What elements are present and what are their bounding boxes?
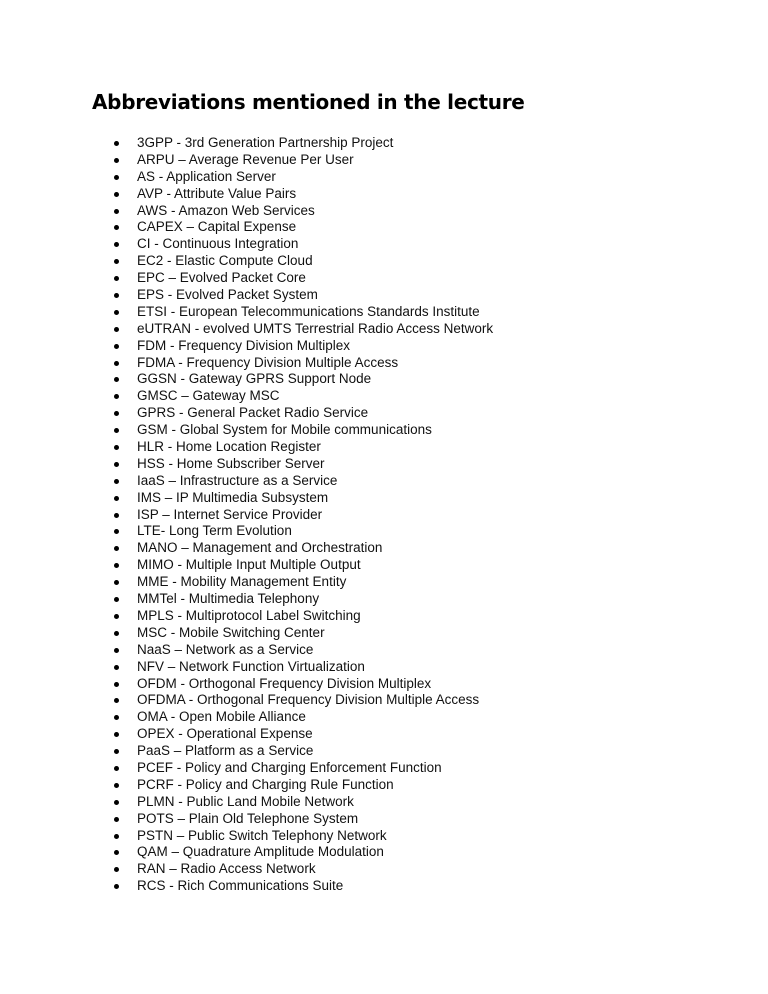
list-item bbox=[0, 304, 768, 321]
list-item bbox=[0, 591, 768, 608]
bullet-icon bbox=[114, 834, 119, 839]
bullet-icon bbox=[114, 192, 119, 197]
bullet-icon bbox=[114, 715, 119, 720]
list-item bbox=[0, 405, 768, 422]
abbreviation-text: EC2 - Elastic Compute Cloud bbox=[137, 253, 313, 269]
bullet-icon bbox=[114, 614, 119, 619]
abbreviation-text: OFDMA - Orthogonal Frequency Division Multiple Access bbox=[137, 692, 480, 708]
list-item bbox=[0, 726, 768, 743]
list-item bbox=[0, 253, 768, 270]
list-item bbox=[0, 422, 768, 439]
list-item bbox=[0, 287, 768, 304]
list-item bbox=[0, 473, 768, 490]
list-item bbox=[0, 811, 768, 828]
abbreviation-text: OFDM - Orthogonal Frequency Division Multiplex bbox=[137, 675, 432, 691]
list-item bbox=[0, 456, 768, 473]
list-item bbox=[0, 507, 768, 524]
abbreviation-text: MSC - Mobile Switching Center bbox=[137, 624, 325, 640]
abbreviation-list bbox=[0, 135, 768, 895]
abbreviation-text: FDM - Frequency Division Multiplex bbox=[137, 337, 351, 353]
list-item bbox=[0, 743, 768, 760]
abbreviation-text: 3GPP - 3rd Generation Partnership Project bbox=[137, 135, 394, 150]
abbreviation-text: HSS - Home Subscriber Server bbox=[137, 455, 325, 471]
abbreviation-text: MMTel - Multimedia Telephony bbox=[137, 591, 320, 607]
bullet-icon bbox=[114, 665, 119, 670]
bullet-icon bbox=[114, 800, 119, 805]
bullet-icon bbox=[114, 479, 119, 484]
bullet-icon bbox=[114, 293, 119, 298]
bullet-icon bbox=[114, 327, 119, 332]
list-item bbox=[0, 355, 768, 372]
list-item bbox=[0, 777, 768, 794]
bullet-icon bbox=[114, 394, 119, 399]
abbreviation-text: GMSC – Gateway MSC bbox=[137, 388, 280, 404]
bullet-icon bbox=[114, 242, 119, 247]
bullet-icon bbox=[114, 817, 119, 822]
abbreviation-text: RAN – Radio Access Network bbox=[137, 861, 316, 877]
abbreviation-text: GGSN - Gateway GPRS Support Node bbox=[137, 371, 372, 387]
list-item bbox=[0, 203, 768, 220]
bullet-icon bbox=[114, 445, 119, 450]
list-item bbox=[0, 861, 768, 878]
abbreviation-text: POTS – Plain Old Telephone System bbox=[137, 810, 359, 826]
abbreviation-text: NFV – Network Function Virtualization bbox=[137, 658, 365, 674]
abbreviation-text: IaaS – Infrastructure as a Service bbox=[137, 472, 338, 488]
list-item bbox=[0, 608, 768, 625]
bullet-icon bbox=[114, 259, 119, 264]
bullet-icon bbox=[114, 884, 119, 889]
bullet-icon bbox=[114, 766, 119, 771]
abbreviation-text: PSTN – Public Switch Telephony Network bbox=[137, 827, 387, 843]
list-item bbox=[0, 321, 768, 338]
list-item bbox=[0, 574, 768, 591]
list-item bbox=[0, 676, 768, 693]
abbreviation-text: FDMA - Frequency Division Multiple Access bbox=[137, 354, 399, 370]
bullet-icon bbox=[114, 344, 119, 349]
list-item bbox=[0, 642, 768, 659]
bullet-icon bbox=[114, 546, 119, 551]
bullet-icon bbox=[114, 529, 119, 534]
abbreviation-text: OPEX - Operational Expense bbox=[137, 726, 313, 742]
page-title: Abbreviations mentioned in the lecture bbox=[92, 90, 525, 114]
list-item bbox=[0, 439, 768, 456]
bullet-icon bbox=[114, 563, 119, 568]
abbreviation-text: HLR - Home Location Register bbox=[137, 439, 321, 455]
abbreviation-text: ARPU – Average Revenue Per User bbox=[137, 151, 354, 167]
abbreviation-text: CI - Continuous Integration bbox=[137, 236, 299, 252]
bullet-icon bbox=[114, 377, 119, 382]
list-item bbox=[0, 794, 768, 811]
bullet-icon bbox=[114, 141, 119, 146]
bullet-icon bbox=[114, 648, 119, 653]
abbreviation-text: PaaS – Platform as a Service bbox=[137, 743, 314, 759]
list-item bbox=[0, 709, 768, 726]
list-item bbox=[0, 169, 768, 186]
bullet-icon bbox=[114, 175, 119, 180]
abbreviation-text: EPS - Evolved Packet System bbox=[137, 287, 318, 303]
bullet-icon bbox=[114, 411, 119, 416]
abbreviation-text: LTE- Long Term Evolution bbox=[137, 523, 292, 539]
list-item bbox=[0, 828, 768, 845]
bullet-icon bbox=[114, 867, 119, 872]
abbreviation-text: MME - Mobility Management Entity bbox=[137, 574, 347, 590]
list-item bbox=[0, 844, 768, 861]
abbreviation-text: eUTRAN - evolved UMTS Terrestrial Radio Access Network bbox=[137, 320, 494, 336]
abbreviation-text: IMS – IP Multimedia Subsystem bbox=[137, 489, 329, 505]
abbreviation-text: QAM – Quadrature Amplitude Modulation bbox=[137, 844, 384, 860]
list-item bbox=[0, 236, 768, 253]
bullet-icon bbox=[114, 631, 119, 636]
list-item bbox=[0, 371, 768, 388]
abbreviation-text: AS - Application Server bbox=[137, 168, 276, 184]
list-item bbox=[0, 557, 768, 574]
list-item bbox=[0, 135, 768, 152]
bullet-icon bbox=[114, 158, 119, 163]
list-item bbox=[0, 490, 768, 507]
bullet-icon bbox=[114, 462, 119, 467]
list-item bbox=[0, 540, 768, 557]
bullet-icon bbox=[114, 225, 119, 230]
bullet-icon bbox=[114, 209, 119, 214]
list-item bbox=[0, 659, 768, 676]
bullet-icon bbox=[114, 682, 119, 687]
abbreviation-text: GSM - Global System for Mobile communications bbox=[137, 422, 432, 438]
list-item bbox=[0, 388, 768, 405]
list-item bbox=[0, 270, 768, 287]
bullet-icon bbox=[114, 361, 119, 366]
list-item bbox=[0, 692, 768, 709]
abbreviation-text: AVP - Attribute Value Pairs bbox=[137, 185, 297, 201]
abbreviation-text: PCEF - Policy and Charging Enforcement Function bbox=[137, 759, 442, 775]
list-item bbox=[0, 625, 768, 642]
bullet-icon bbox=[114, 513, 119, 518]
abbreviation-text: PCRF - Policy and Charging Rule Function bbox=[137, 776, 394, 792]
abbreviation-text: MANO – Management and Orchestration bbox=[137, 540, 383, 556]
list-item bbox=[0, 186, 768, 203]
list-item bbox=[0, 219, 768, 236]
bullet-icon bbox=[114, 428, 119, 433]
list-item bbox=[0, 760, 768, 777]
bullet-icon bbox=[114, 597, 119, 602]
list-item bbox=[0, 523, 768, 540]
abbreviation-text: PLMN - Public Land Mobile Network bbox=[137, 793, 354, 809]
bullet-icon bbox=[114, 580, 119, 585]
list-item bbox=[0, 878, 768, 895]
abbreviation-text: MPLS - Multiprotocol Label Switching bbox=[137, 607, 361, 623]
abbreviation-text: MIMO - Multiple Input Multiple Output bbox=[137, 557, 361, 573]
abbreviation-text: GPRS - General Packet Radio Service bbox=[137, 405, 369, 421]
bullet-icon bbox=[114, 310, 119, 315]
abbreviation-text: CAPEX – Capital Expense bbox=[137, 219, 297, 235]
abbreviation-text: AWS - Amazon Web Services bbox=[137, 202, 315, 218]
abbreviation-text: ISP – Internet Service Provider bbox=[137, 506, 323, 522]
bullet-icon bbox=[114, 276, 119, 281]
abbreviation-text: OMA - Open Mobile Alliance bbox=[137, 709, 306, 725]
abbreviation-text: RCS - Rich Communications Suite bbox=[137, 878, 344, 894]
bullet-icon bbox=[114, 698, 119, 703]
bullet-icon bbox=[114, 496, 119, 501]
bullet-icon bbox=[114, 732, 119, 737]
abbreviation-text: ETSI - European Telecommunications Standards Institute bbox=[137, 303, 480, 319]
abbreviation-text: NaaS – Network as a Service bbox=[137, 641, 314, 657]
bullet-icon bbox=[114, 749, 119, 754]
bullet-icon bbox=[114, 783, 119, 788]
abbreviation-text: EPC – Evolved Packet Core bbox=[137, 270, 306, 286]
bullet-icon bbox=[114, 850, 119, 855]
list-item bbox=[0, 338, 768, 355]
list-item bbox=[0, 152, 768, 169]
